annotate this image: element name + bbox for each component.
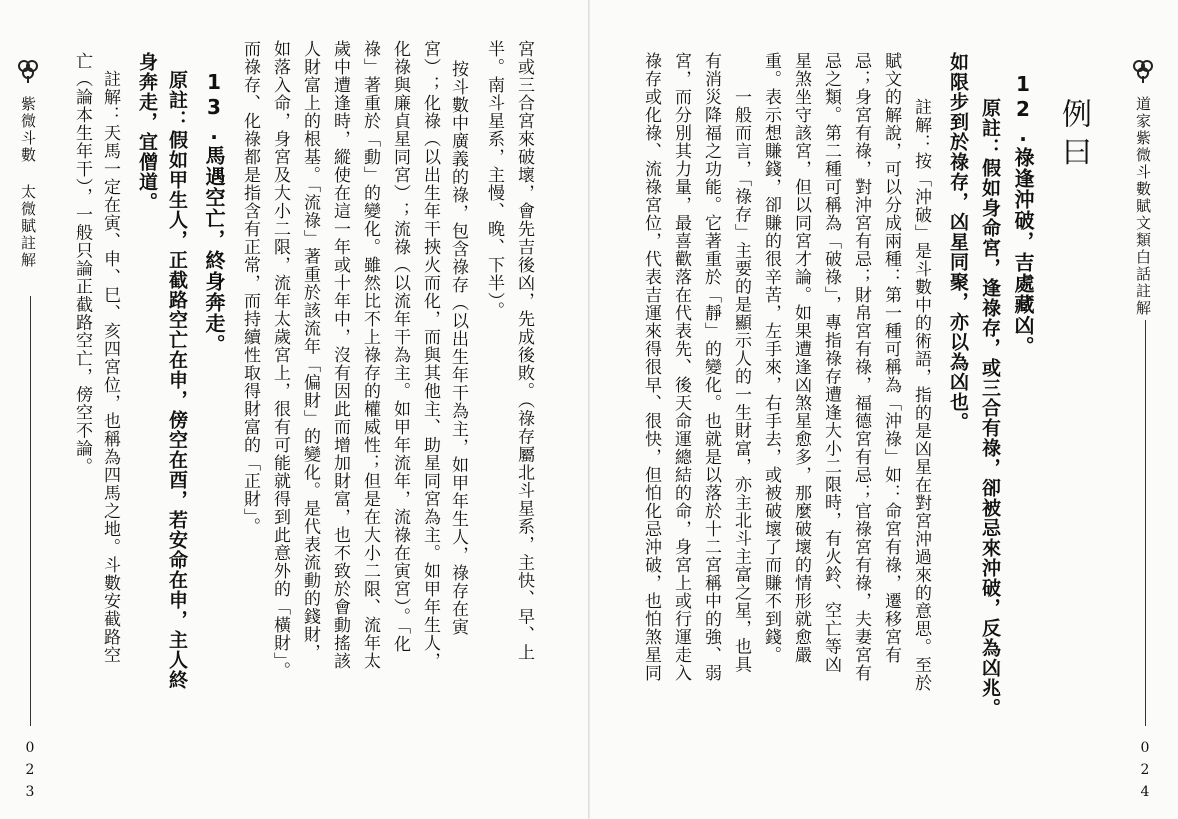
- flower-ornament-icon: [1129, 58, 1157, 84]
- right-page: [589, 0, 1178, 819]
- page-number: 024: [1137, 740, 1153, 806]
- note-line: 宮，而分別其力量，最喜歡落在代表先、後天命運總結的命，身宮上或行運走入: [671, 52, 691, 682]
- original-note: [977, 98, 1004, 718]
- note-line: 重。表示想賺錢，卻賺的很辛苦，左手來，右手去，或被破壞了而賺不到錢。: [761, 52, 781, 664]
- page-number: 023: [22, 740, 38, 806]
- note-line: 賦文的解說，可以分成兩種：第一種可稱為「沖祿」如：命宮有祿，遷移宮有: [881, 52, 901, 664]
- note-line: 忌之類。第二種可稱為「破祿」，專指祿存遭逢大小二限時，有火鈴、空亡等凶: [821, 52, 841, 674]
- note-line: 註解：天馬一定在寅、申、巳、亥四宮位，也稱為四馬之地。斗數安截路空: [100, 70, 120, 664]
- body-line: 化祿與廉貞星同宮）；流祿（以流年干為主。如甲年流年，流祿在寅宮）。「化: [390, 40, 410, 653]
- original-label: 原註：: [979, 98, 1001, 158]
- original-line: 假如甲生人，正截路空亡在申，傍空在酉，若安命在申，主人終: [166, 130, 188, 690]
- flower-ornament-icon: [14, 58, 42, 84]
- note-line: 星煞坐守該宮，但以同宮才論。如果遭逢凶煞星愈多，那麼破壞的情形就愈嚴: [791, 52, 811, 664]
- body-line: 宮）；化祿（以出生年干挾火而化，而與其他主、助星同宮為主。如甲年生人，: [420, 40, 440, 670]
- body-line: 歲中遭逢時，縱使在這一年或十年中，沒有因此而增加財富，也不致於會動搖該: [330, 40, 350, 670]
- note-line: 亡（論本生年干），一般只論正截路空亡，傍空不論。: [72, 52, 92, 476]
- body-line: 祿」著重於「動」的變化。雖然比不上祿存的權威性；但是在大小二限、流年太: [360, 40, 380, 670]
- note-line: 一般而言，「祿存」主要的是顯示人的一生財富，亦主北斗主富之星，也具: [731, 88, 751, 674]
- note-line: 註解：按「沖破」是斗數中的術語，指的是凶星在對宮沖過來的意思。至於: [911, 98, 931, 692]
- margin-rule: [30, 296, 31, 726]
- section-title: 例曰: [1056, 98, 1091, 174]
- original-note: [164, 70, 191, 690]
- item-heading: 13.馬遇空亡，終身奔走。: [202, 70, 226, 355]
- running-title: 紫微斗數 太微賦註解: [19, 96, 37, 269]
- body-line: 人財富上的根基。「流祿」著重於該流年「偏財」的變化。是代表流動的錢財，: [300, 40, 320, 662]
- note-line: 祿存或化祿、流祿宮位，代表吉運來得很早、很快，但怕化忌沖破，也怕煞星同: [641, 52, 661, 682]
- original-line: 如限步到於祿存，凶星同聚，亦以為凶也。: [947, 52, 969, 432]
- note-line: 有消災降福之功能。它著重於「靜」的變化。也就是以落於十二宮稱中的強、弱: [701, 52, 721, 682]
- original-line: 假如身命宮，逢祿存，或三合有祿，卻被忌來沖破，反為凶兆。: [979, 158, 1001, 718]
- running-title: 道家紫微斗數賦文類白話註解: [1134, 96, 1152, 317]
- body-line: 宮或三合宮來破壞，會先吉後凶，先成後敗。（祿存屬北斗星系，主快、早、上: [514, 40, 534, 662]
- original-label: 原註：: [166, 70, 188, 130]
- body-line: 而祿存、化祿都是指含有正常，而持續性取得財富的「正財」。: [240, 40, 260, 536]
- note-line: 忌；身宮有祿，對沖宮有忌；財帛宮有祿，福德宮有忌；官祿宮有祿，夫妻宮有: [851, 52, 871, 682]
- item-heading: 12.祿逢沖破，吉處藏凶。: [1011, 72, 1035, 357]
- body-line: 按斗數中廣義的祿，包含祿存（以出生年干為主，如甲年生人，祿存在寅: [448, 60, 468, 636]
- margin-rule: [1145, 320, 1146, 726]
- original-line: 身奔走，宜僧道。: [136, 52, 158, 212]
- body-line: 如落入命，身宮及大小二限，流年太歲宮上，很有可能就得到此意外的「橫財」。: [270, 40, 290, 680]
- body-line: 半。南斗星系，主慢、晚、下半）。: [484, 40, 504, 320]
